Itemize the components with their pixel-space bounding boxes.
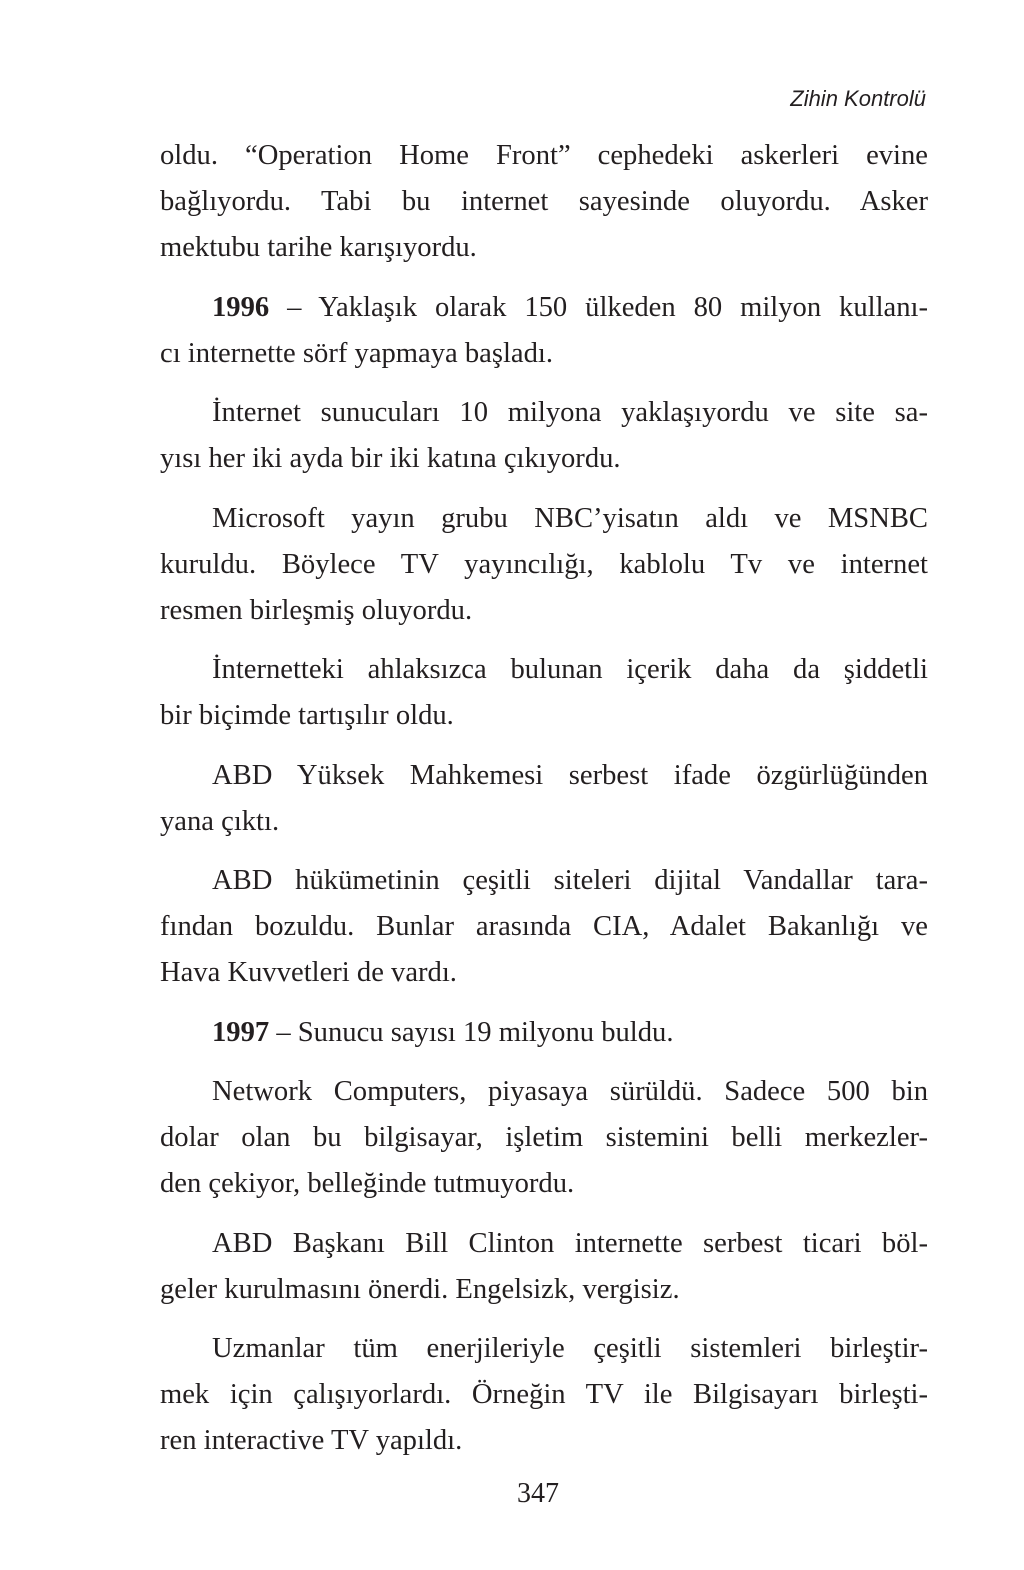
body-text — [160, 133, 928, 1464]
text-line: yısı her iki ayda bir iki katına çıkıyordu. — [160, 443, 621, 474]
text-line: Microsoft yayın grubu NBC’yisatın aldı ve MSNBC — [212, 502, 928, 534]
text-line: ABD Başkanı Bill Clinton internette serbest ticari böl- — [212, 1227, 928, 1259]
text-line: cı internette sörf yapmaya başladı. — [160, 337, 554, 369]
paragraph-vandals — [160, 858, 928, 996]
text-line: geler kurulmasını önerdi. Engelsizk, vergisiz. — [160, 1273, 680, 1305]
paragraph-msnbc — [160, 496, 928, 634]
paragraph-interactive-tv — [160, 1326, 928, 1464]
text-line: İnternetteki ahlaksızca bulunan içerik daha da şiddetli — [212, 654, 928, 685]
text-line — [160, 285, 928, 331]
paragraph-continuation — [160, 133, 928, 271]
text-line: bir biçimde tartışılır oldu. — [160, 700, 454, 731]
text-line: yana çıktı. — [160, 805, 280, 837]
text-span: – Sunucu sayısı 19 milyonu buldu. — [269, 1016, 674, 1048]
text-line: Hava Kuvvetleri de vardı. — [160, 957, 457, 988]
year-label: 1997 — [212, 1016, 270, 1048]
paragraph-supreme-court — [160, 753, 928, 845]
text-line: fından bozuldu. Bunlar arasında CIA, Adalet Bakanlığı ve — [160, 911, 928, 942]
text-line: dolar olan bu bilgisayar, işletim sistemini belli merkezler- — [160, 1122, 928, 1153]
text-span: – Yaklaşık olarak 150 ülkeden 80 milyon kullanı- — [269, 291, 928, 323]
text-line — [160, 1010, 928, 1056]
text-line: İnternet sunucuları 10 milyona yaklaşıyordu ve site sa- — [212, 397, 928, 428]
text-line: kuruldu. Böylece TV yayıncılığı, kablolu Tv ve internet — [160, 548, 928, 580]
text-line: Network Computers, piyasaya sürüldü. Sadece 500 bin — [212, 1076, 928, 1107]
text-line: ABD Yüksek Mahkemesi serbest ifade özgürlüğünden — [212, 759, 928, 791]
paragraph-servers — [160, 390, 928, 482]
text-line: resmen birleşmiş oluyordu. — [160, 594, 473, 626]
paragraph-clinton — [160, 1221, 928, 1313]
text-line: ren interactive TV yapıldı. — [160, 1425, 463, 1456]
text-line: mektubu tarihe karışıyordu. — [160, 232, 477, 263]
running-header: Zihin Kontrolü — [790, 86, 926, 111]
paragraph-1997 — [160, 1010, 928, 1056]
text-line: bağlıyordu. Tabi bu internet sayesinde oluyordu. Asker — [160, 186, 928, 217]
paragraph-1996 — [160, 285, 928, 377]
text-line: mek için çalışıyorlardı. Örneğin TV ile Bilgisayarı birleşti- — [160, 1379, 928, 1410]
text-line: Uzmanlar tüm enerjileriyle çeşitli sistemleri birleştir- — [212, 1333, 928, 1364]
text-line: oldu. “Operation Home Front” cephedeki askerleri evine — [160, 140, 928, 171]
text-line: ABD hükümetinin çeşitli siteleri dijital Vandallar tara- — [212, 865, 928, 896]
year-label: 1996 — [212, 291, 270, 323]
page-number: 347 — [517, 1478, 559, 1509]
text-line: den çekiyor, belleğinde tutmuyordu. — [160, 1168, 575, 1199]
paragraph-content-debate — [160, 647, 928, 739]
paragraph-network-computers — [160, 1069, 928, 1207]
